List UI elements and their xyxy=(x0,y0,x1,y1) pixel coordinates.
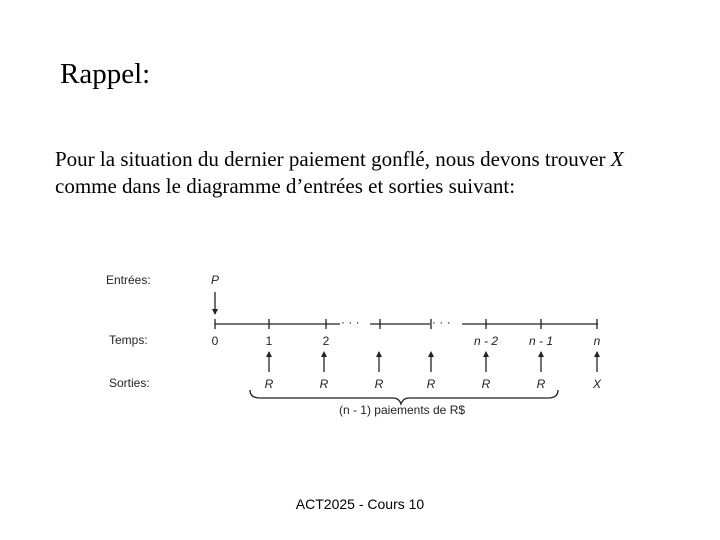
payment-r-2: R xyxy=(319,377,329,391)
paragraph-text-end: comme dans le diagramme d’entrées et sorties suivant: xyxy=(55,174,516,198)
row-label-time: Temps: xyxy=(109,333,148,347)
row-label-outflows: Sorties: xyxy=(109,376,150,390)
inflow-value-p: P xyxy=(211,273,220,287)
time-label-n: n xyxy=(593,334,601,348)
timeline-ellipsis-2: · · · xyxy=(432,315,451,329)
slide-paragraph xyxy=(55,146,655,200)
cashflow-diagram xyxy=(100,262,620,422)
time-label-n-minus-1: n - 1 xyxy=(528,334,554,348)
time-label-2: 2 xyxy=(322,334,330,348)
payment-r-4: R xyxy=(426,377,436,391)
time-label-1: 1 xyxy=(265,334,273,348)
paragraph-text-start: Pour la situation du dernier paiement gonflé, nous devons trouver xyxy=(55,147,611,171)
payment-r-5: R xyxy=(481,377,491,391)
time-label-0: 0 xyxy=(211,334,219,348)
time-label-n-minus-2: n - 2 xyxy=(473,334,499,348)
timeline-ellipsis-1: · · · xyxy=(341,315,360,329)
slide-title: Rappel: xyxy=(60,58,151,90)
payments-brace xyxy=(250,390,558,404)
payment-r-1: R xyxy=(264,377,274,391)
row-label-inflows: Entrées: xyxy=(106,273,151,287)
slide-footer: ACT2025 - Cours 10 xyxy=(295,496,425,512)
final-payment-x: X xyxy=(592,377,602,391)
payment-r-6: R xyxy=(536,377,546,391)
brace-caption: (n - 1) paiements de R$ xyxy=(338,403,466,417)
paragraph-variable: X xyxy=(610,147,624,171)
payment-r-3: R xyxy=(374,377,384,391)
